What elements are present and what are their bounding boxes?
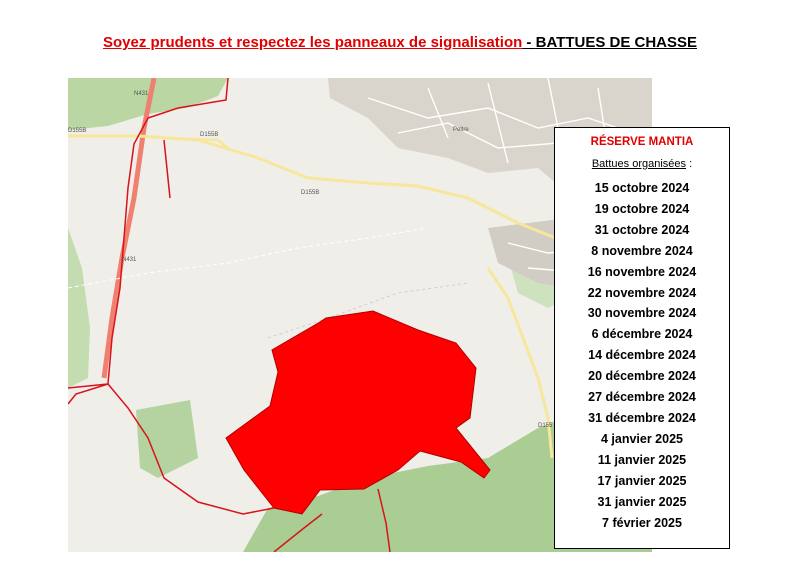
date-item: 27 décembre 2024 xyxy=(588,390,696,405)
date-item: 31 décembre 2024 xyxy=(588,410,696,425)
battues-subtitle xyxy=(555,158,729,170)
date-item: 17 janvier 2025 xyxy=(597,473,687,488)
battues-subtitle-label: Battues organisées xyxy=(591,158,687,170)
label-d155b-lower: D155B xyxy=(301,190,320,196)
date-item: 19 octobre 2024 xyxy=(594,201,690,216)
date-item: 8 novembre 2024 xyxy=(591,243,693,258)
label-n431-top: N431 xyxy=(134,91,149,97)
subject-text: BATTUES DE CHASSE xyxy=(535,34,698,51)
date-item: 11 janvier 2025 xyxy=(597,452,687,467)
date-item: 4 janvier 2025 xyxy=(600,431,683,446)
label-town: Peltre xyxy=(453,127,469,133)
label-d155-right: D155 xyxy=(538,423,553,429)
date-item: 31 octobre 2024 xyxy=(594,222,690,237)
date-item: 31 janvier 2025 xyxy=(597,494,687,509)
dates-list xyxy=(555,178,729,533)
title-separator: - xyxy=(522,34,536,51)
label-n431-mid: N431 xyxy=(122,257,137,263)
reserve-name: RÉSERVE MANTIA xyxy=(590,136,694,148)
label-d155b-center: D155B xyxy=(200,132,219,138)
date-item: 22 novembre 2024 xyxy=(587,285,697,300)
page-title xyxy=(0,34,800,51)
date-item: 14 décembre 2024 xyxy=(588,348,696,363)
date-item: 15 octobre 2024 xyxy=(594,181,690,195)
date-item: 16 novembre 2024 xyxy=(587,264,697,279)
forest-center-patch xyxy=(136,400,198,478)
date-item: 6 décembre 2024 xyxy=(591,327,693,342)
label-d155b-left: D155B xyxy=(68,128,87,134)
date-item: 7 février 2025 xyxy=(602,515,682,530)
battues-panel xyxy=(554,127,730,549)
battues-subtitle-suffix: : xyxy=(686,158,693,170)
warning-text: Soyez prudents et respectez les panneaux de signalisation xyxy=(102,34,523,51)
date-item: 20 décembre 2024 xyxy=(588,369,696,384)
date-item: 30 novembre 2024 xyxy=(587,306,697,321)
forest-left-strip xyxy=(68,228,90,388)
